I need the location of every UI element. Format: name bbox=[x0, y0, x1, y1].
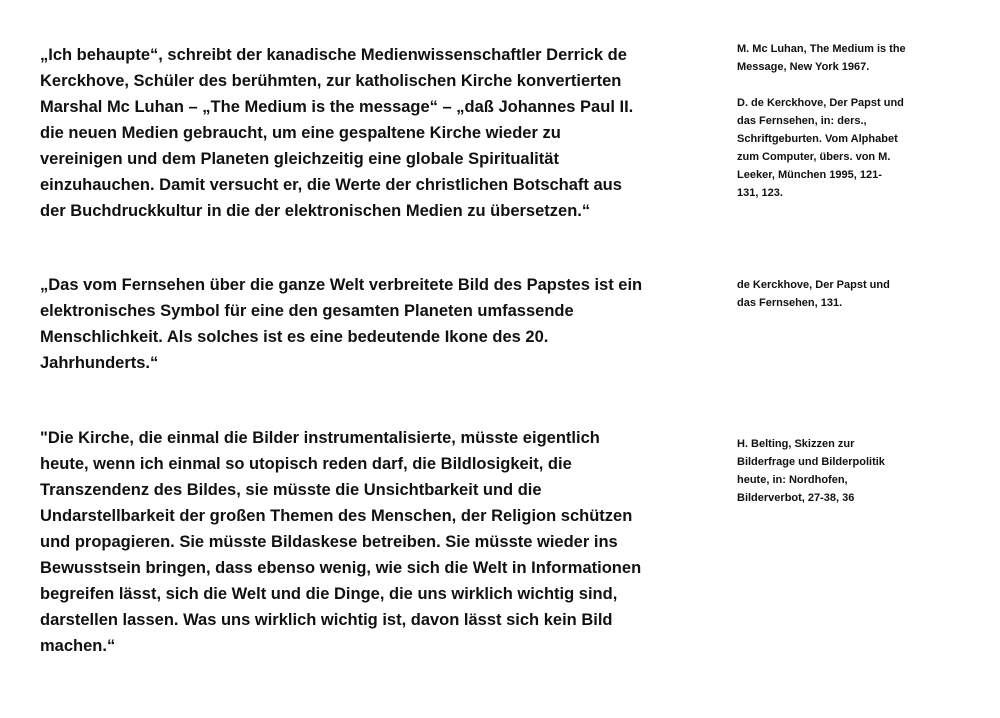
text-line: H. Belting, Skizzen zur bbox=[737, 438, 855, 450]
text-line: M. Mc Luhan, The Medium is the bbox=[737, 43, 906, 55]
footnote-1 bbox=[737, 40, 906, 202]
text-line: zum Computer, übers. von M. bbox=[737, 151, 891, 163]
spacer bbox=[737, 76, 906, 94]
text-line: Leeker, München 1995, 121- bbox=[737, 169, 882, 181]
text-line: darstellen lassen. Was uns wirklich wichtig ist, davon lässt sich kein Bild bbox=[40, 611, 613, 629]
text-line: 131, 123. bbox=[737, 187, 783, 199]
text-line: Bilderverbot, 27-38, 36 bbox=[737, 492, 855, 504]
text-line: „Ich behaupte“, schreibt der kanadische Medienwissenschaftler Derrick de bbox=[40, 46, 627, 64]
text-line: Kerckhove, Schüler des berühmten, zur katholischen Kirche konvertierten bbox=[40, 72, 622, 90]
quote-belting bbox=[40, 425, 641, 659]
text-line: Bewusstsein bringen, dass ebenso wenig, wie sich die Welt in Informationen bbox=[40, 559, 642, 577]
text-line: elektronisches Symbol für eine den gesamten Planeten umfassende bbox=[40, 302, 574, 320]
text-line: heute, wenn ich einmal so utopisch reden darf, die Bildlosigkeit, die bbox=[40, 455, 572, 473]
text-line: Marshal Mc Luhan – „The Medium is the message“ – „daß Johannes Paul II. bbox=[40, 98, 634, 116]
text-line: Message, New York 1967. bbox=[737, 61, 870, 73]
text-line: Transzendenz des Bildes, sie müsste die Unsichtbarkeit und die bbox=[40, 481, 542, 499]
text-line: machen.“ bbox=[40, 637, 116, 655]
text-line: der Buchdruckkultur in die der elektronischen Medien zu übersetzen.“ bbox=[40, 202, 591, 220]
text-line: de Kerckhove, Der Papst und bbox=[737, 279, 890, 291]
text-line: Menschlichkeit. Als solches ist es eine bedeutende Ikone des 20. bbox=[40, 328, 549, 346]
text-line: vereinigen und dem Planeten gleichzeitig eine globale Spiritualität bbox=[40, 150, 559, 168]
text-line: „Das vom Fernsehen über die ganze Welt verbreitete Bild des Papstes ist ein bbox=[40, 276, 643, 294]
text-line: "Die Kirche, die einmal die Bilder instrumentalisierte, müsste eigentlich bbox=[40, 429, 600, 447]
text-line: Schriftgeburten. Vom Alphabet bbox=[737, 133, 898, 145]
text-line: und propagieren. Sie müsste Bildaskese betreiben. Sie müsste wieder ins bbox=[40, 533, 618, 551]
text-line: D. de Kerckhove, Der Papst und bbox=[737, 97, 904, 109]
text-line: das Fernsehen, in: ders., bbox=[737, 115, 867, 127]
footnote-2 bbox=[737, 276, 890, 312]
text-line: begreifen lässt, sich die Welt und die Dinge, die uns wirklich wichtig sind, bbox=[40, 585, 618, 603]
text-line: das Fernsehen, 131. bbox=[737, 297, 843, 309]
footnote-3 bbox=[737, 435, 885, 507]
text-line: heute, in: Nordhofen, bbox=[737, 474, 848, 486]
quote-papst-ikone bbox=[40, 272, 642, 376]
text-line: Undarstellbarkeit der großen Themen des Menschen, der Religion schützen bbox=[40, 507, 633, 525]
text-line: die neuen Medien gebraucht, um eine gespaltene Kirche wieder zu bbox=[40, 124, 561, 142]
quote-mcluhan-kerckhove bbox=[40, 42, 633, 224]
text-line: einzuhauchen. Damit versucht er, die Werte der christlichen Botschaft aus bbox=[40, 176, 622, 194]
text-line: Jahrhunderts.“ bbox=[40, 354, 159, 372]
text-line: Bilderfrage und Bilderpolitik bbox=[737, 456, 885, 468]
